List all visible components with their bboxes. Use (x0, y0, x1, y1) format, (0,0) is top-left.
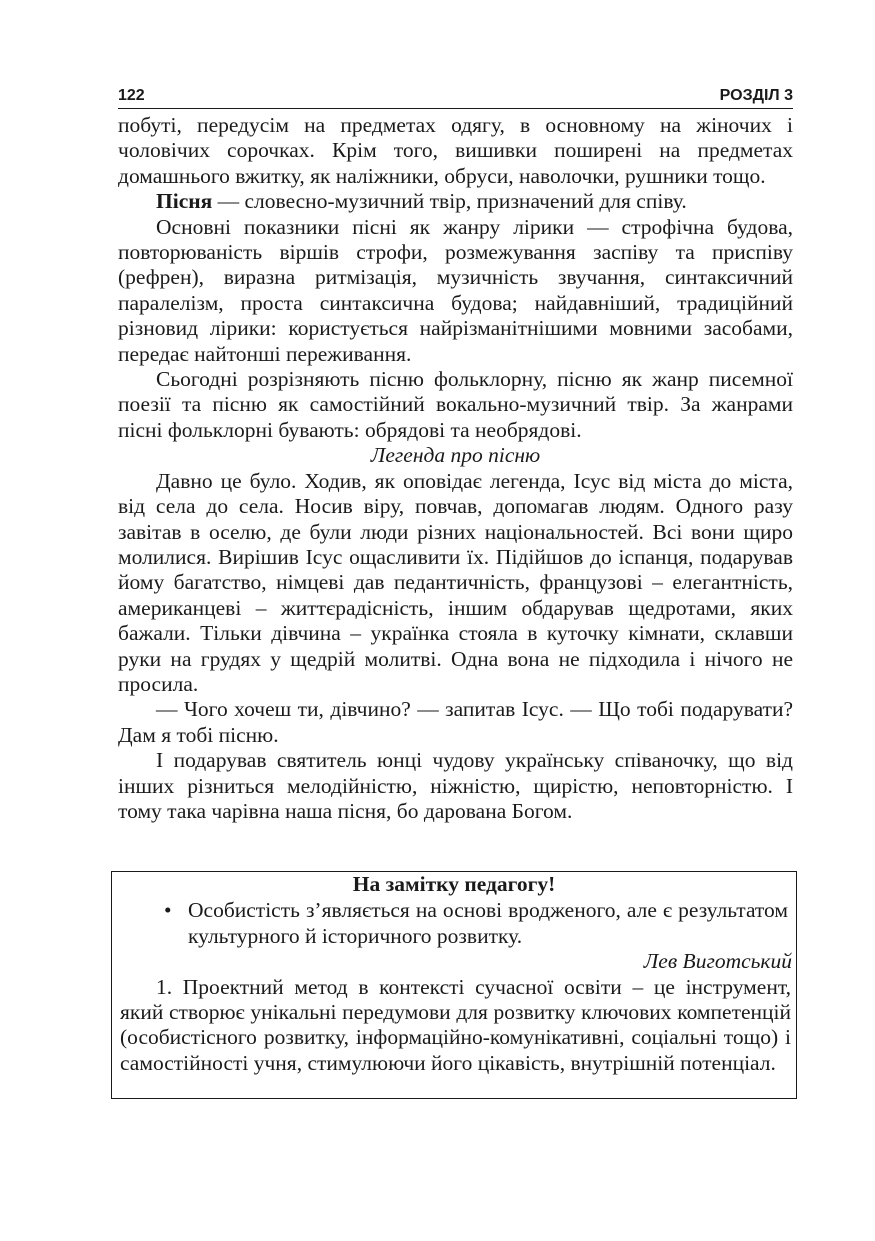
term-song: Пісня (156, 189, 213, 214)
section-title: РОЗДІЛ 3 (719, 87, 793, 104)
paragraph-legend: Давно це було. Ходив, як оповідає легенда, Ісус від міста до міста, від села до села. Носив віру, повчав, допомагав людям. Одного разу завітав в оселю, де були люди різних національностей. Всі вони щиро молилися. Вирішив Ісус ощасливити їх. Підійшов до іспанця, подарував йому багатство, німцеві дав педантичність, французові – елегантність, американцеві – життєрадісність, іншим обдарував щедротами, яких бажали. Тільки дівчина – українка стояла в куточку кімнати, склавши руки на грудях у щедрій молитві. Одна вона не підходила і нічого не просила. (118, 468, 793, 696)
paragraph-song-definition (118, 189, 793, 214)
bullet-icon: • (164, 898, 172, 923)
paragraph-embroidery: побуті, передусім на предметах одягу, в основному на жіночих і чоловічих сорочках. Крім того, вишивки поширені на предметах домашнього вжитку, як наліжники, обруси, наволочки, рушники тощо. (118, 113, 793, 188)
paragraph-conclusion: І подарував святитель юнці чудову українську співаночку, що від інших різниться мелодійністю, ніжністю, щирістю, неповторністю. І тому така чарівна наша пісня, бо дарована Богом. (118, 748, 793, 823)
page-header (118, 86, 793, 109)
legend-title: Легенда про пісню (370, 443, 541, 468)
teacher-note-box (111, 871, 797, 1099)
paragraph-dialogue: — Чого хочеш ти, дівчино? — запитав Ісус. — Що тобі подарувати? Дам я тобі пісню. (118, 697, 793, 747)
note-item-1: 1. Проектний метод в контексті сучасної освіти – це інструмент, який створює унікальні передумови для розвитку ключових компетенцій (особистісного розвитку, інформаційно-комунікативні, соціальні тощо) і самостійності учня, стимулюючи його цікавість, внутрішній потенціал. (120, 974, 791, 1075)
paragraph-song-types: Сьогодні розрізняють пісню фольклорну, пісню як жанр писемної поезії та пісню як самостійний вокально-музичний твір. За жанрами пісні фольклорні бувають: обрядові та необрядові. (118, 367, 793, 442)
quote-author: Лев Виготський (643, 949, 792, 974)
page-number: 122 (118, 87, 145, 104)
definition-text: — словесно-музичний твір, призначений для співу. (212, 189, 687, 214)
quote-text: Особистість з’являється на основі вродженого, але є результатом культурного й історичного розвитку. (188, 898, 788, 948)
main-text (118, 113, 793, 824)
note-quote (112, 898, 796, 949)
paragraph-song-features: Основні показники пісні як жанру лірики — строфічна будова, повторюваність віршів строфи, розмежування заспіву та приспіву (рефрен), виразна ритмізація, музичність звучання, синтаксичний паралелізм, проста синтаксична будова; найдавніший, традиційний різновид лірики: користується найрізманітнішими мовними засобами, передає найтонші переживання. (118, 214, 793, 366)
note-title: На замітку педагогу! (352, 872, 556, 896)
